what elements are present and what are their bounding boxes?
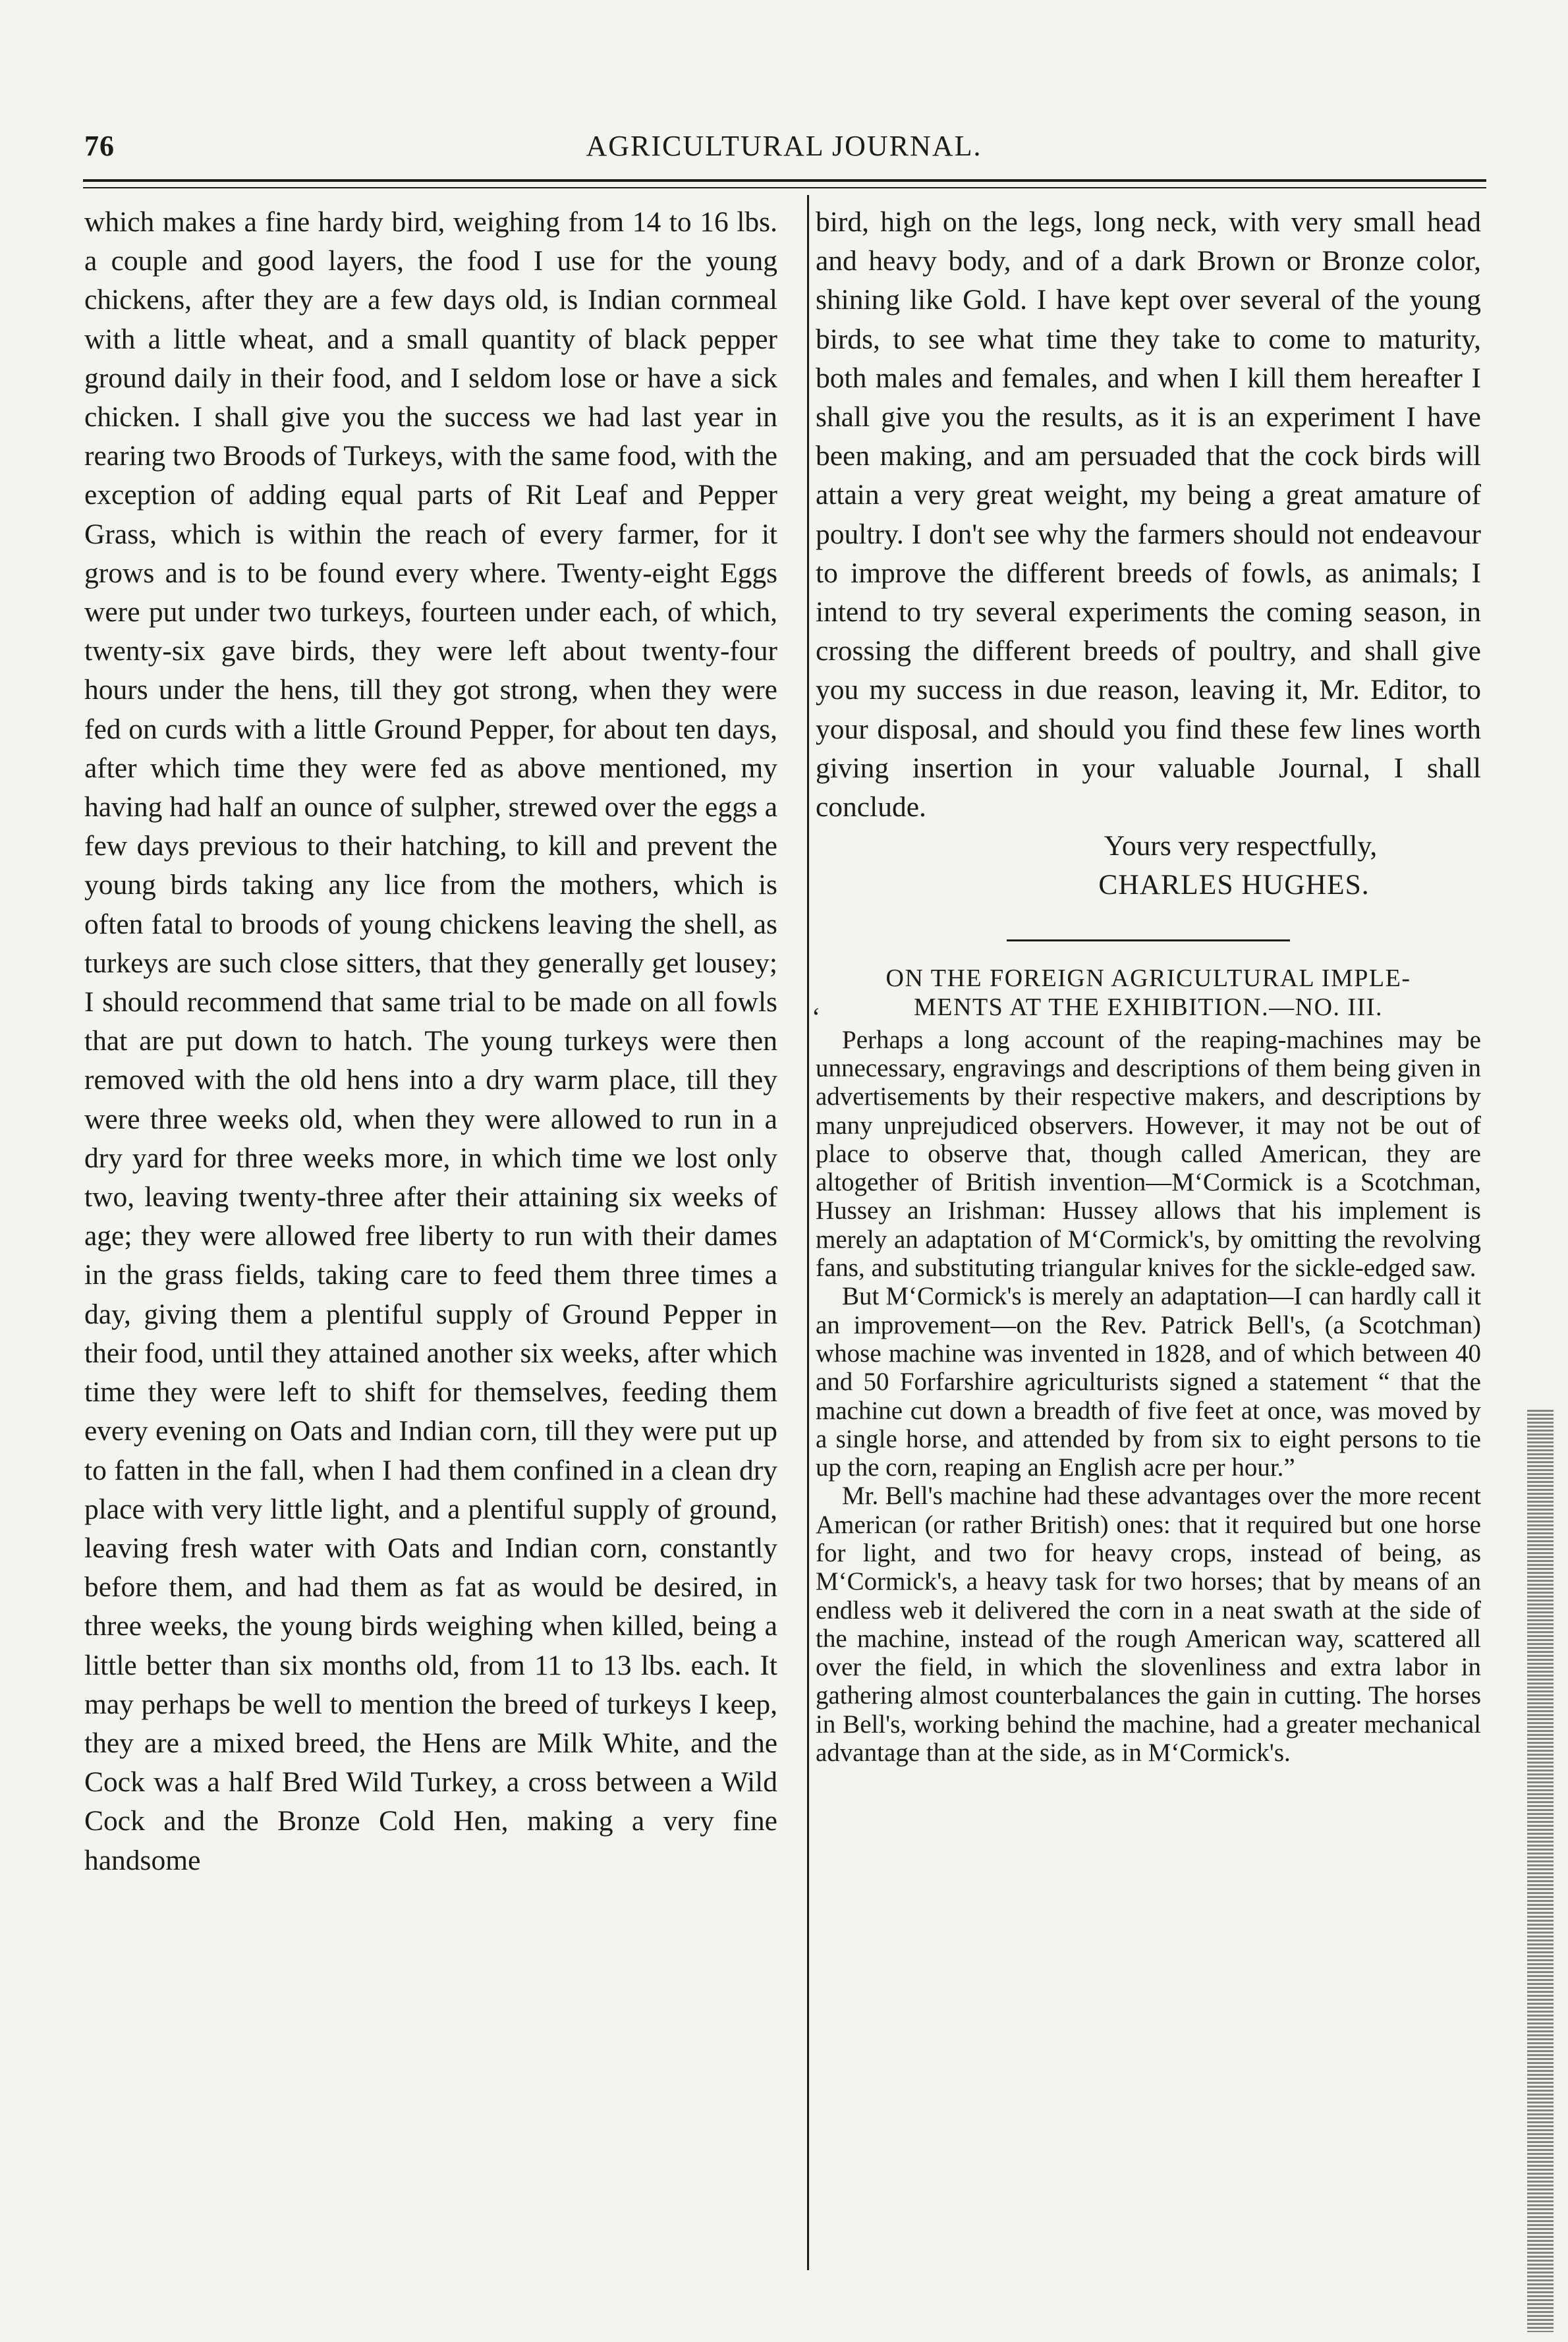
article-paragraph: Mr. Bell's machine had these advantages over the more recent American (or rather British) ones: that it required but one horse for light, and two for heavy crops, instead of being, as M‘Cormick's, a heavy task for two horses; that by means of an endless web it delivered the corn in a neat swath at the side of the machine, instead of the rough American way, scattered all over the field, in which the slovenliness and extra labor in gathering almost counterbalances the gain in cutting. The horses in Bell's, working behind the machine, had a greater mechanical advantage than at the side, as in M‘Cormick's.: [816, 1482, 1481, 1768]
letter-signoff: Yours very respectfully,: [1104, 830, 1378, 862]
letter-closing-text: bird, high on the legs, long neck, with very small head and heavy body, and of a dark Brown or Bronze color, shining like Gold. I have kept over several of the young birds, to see what time they take to come to maturity, both males and females, and when I kill them hereafter I shall give you the results, as it is an experiment I have been making, and am persuaded that the cock birds will attain a very great weight, my being a great amature of poultry. I don't see why the farmers should not endeavour to improve the different breeds of fowls, as animals; I intend to try several experiments the coming season, in crossing the different breeds of poultry, and shall give you my success in due reason, leaving it, Mr. Editor, to your disposal, and should you find these few lines worth giving insertion in your valuable Journal, I shall conclude.: [816, 206, 1481, 823]
left-column: [84, 203, 777, 1880]
article-title-line-2: MENTS AT THE EXHIBITION.—NO. III.: [914, 993, 1383, 1021]
article-title-line-1: ON THE FOREIGN AGRICULTURAL IMPLE-: [885, 964, 1411, 992]
article-paragraph: But M‘Cormick's is merely an adaptation—I can hardly call it an improvement—on the Rev. Patrick Bell's, (a Scotchman) whose machine was invented in 1828, and of which between 40 and 50 Forfarshire agriculturists signed a statement “ that the machine cut down a breadth of five feet at once, was moved by a single horse, and attended by from six to eight persons to tie up the corn, reaping an English acre per hour.”: [816, 1282, 1481, 1482]
page-edge-shading: [1527, 1410, 1554, 2332]
letter-signature: CHARLES HUGHES.: [1098, 869, 1370, 901]
page-number: 76: [84, 130, 115, 162]
section-separator: [1007, 939, 1290, 941]
right-column: [816, 203, 1481, 1767]
header-rule-thin: [83, 187, 1486, 188]
article-paragraph: Perhaps a long account of the reaping-machines may be unnecessary, engravings and descriptions of them being given in advertisements by their respective makers, and descriptions by many unprejudiced observers. However, it may not be out of place to observe that, though called American, they are altogether of British invention—M‘Cormick is a Scotchman, Hussey an Irishman: Hussey allows that his implement is merely an adaptation of M‘Cormick's, by omitting the revolving fans, and substituting triangular knives for the sickle-edged saw.: [816, 1025, 1481, 1283]
article-body: [816, 1026, 1481, 1768]
letter-continued-text: which makes a fine hardy bird, weighing from 14 to 16 lbs. a couple and good layers, the food I use for the young chickens, after they are a few days old, is Indian cornmeal with a little wheat, and a small quantity of black pepper ground daily in their food, and I seldom lose or have a sick chicken. I shall give you the success we had last year in rearing two Broods of Turkeys, with the same food, with the exception of adding equal parts of Rit Leaf and Pepper Grass, which is within the reach of every farmer, for it grows and is to be found every where. Twenty-eight Eggs were put under two turkeys, fourteen under each, of which, twenty-six gave birds, they were left about twenty-four hours under the hens, till they got strong, when they were fed on curds with a little Ground Pepper, for about ten days, after which time they were fed as above mentioned, my having had half an ounce of sulpher, strewed over the eggs a few days previous to their hatching, to kill and prevent the young birds taking any lice from the mothers, which is often fatal to broods of young chickens leaving the shell, as turkeys are such close sitters, that they generally get lousey; I should recommend that same trial to be made on all fowls that are put down to hatch. The young turkeys were then removed with the old hens into a dry warm place, till they were three weeks old, when they were allowed to run in a dry yard for three weeks more, in which time we lost only two, leaving twenty-three after their attaining six weeks of age; they were allowed free liberty to run with their dames in the grass fields, taking care to feed them three times a day, giving them a plentiful supply of Ground Pepper in their food, until they attained another six weeks, after which time they were left to shift for themselves, feeding them every evening on Oats and Indian corn, till they were put up to fatten in the fall, when I had them confined in a clean dry place with very little light, and a plentiful supply of ground, leaving fresh water with Oats and Indian corn, constantly before them, and had them as fat as would be desired, in three weeks, the young birds weighing when killed, being a little better than six months old, from 11 to 13 lbs. each. It may perhaps be well to mention the breed of turkeys I keep, they are a mixed breed, the Hens are Milk White, and the Cock was a half Bred Wild Turkey, a cross between a Wild Cock and the Bronze Cold Hen, making a very fine handsome: [84, 206, 777, 1876]
column-divider: [807, 195, 809, 2270]
stray-mark: ‘: [812, 1002, 821, 1032]
header-rule: [83, 179, 1486, 182]
running-title: AGRICULTURAL JOURNAL.: [586, 130, 982, 162]
